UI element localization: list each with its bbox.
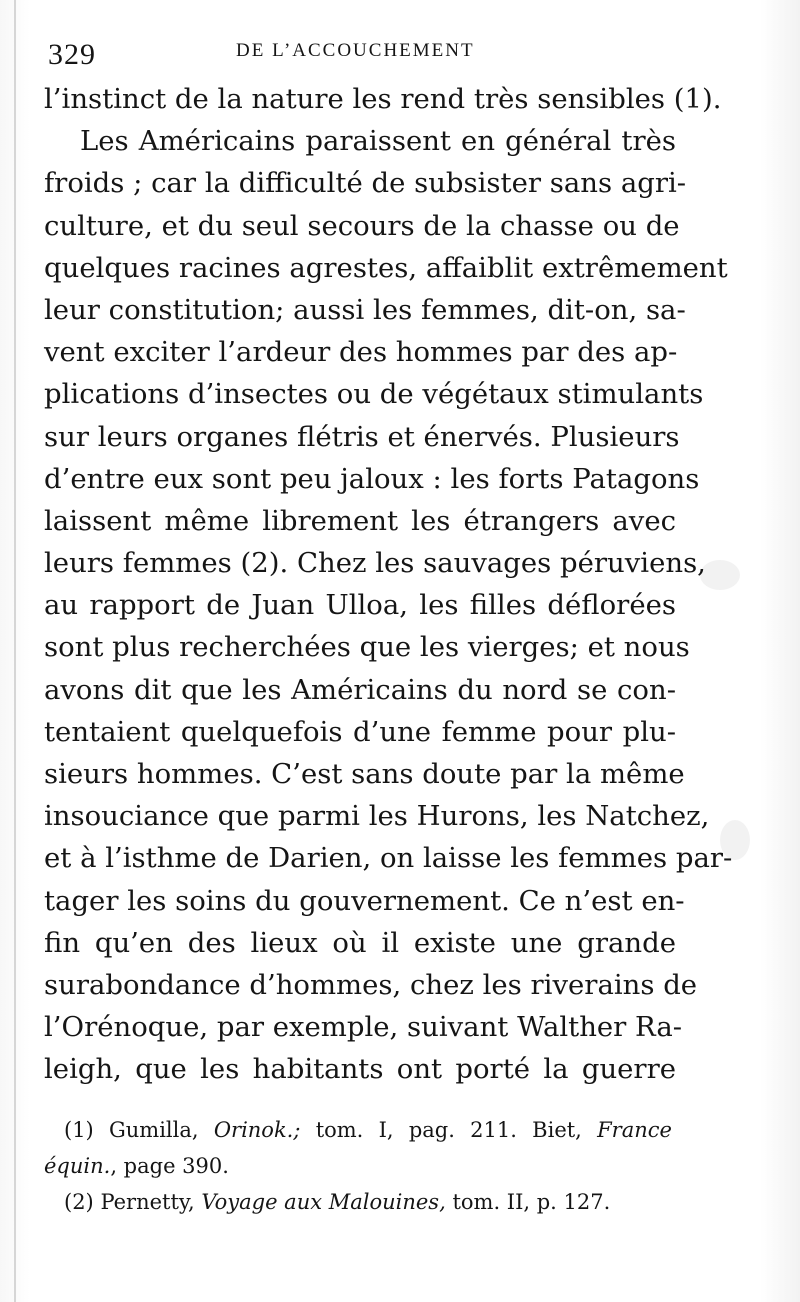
footnote-author: Gumilla, bbox=[109, 1118, 199, 1142]
text-line: insouciance que parmi les Hurons, les Natchez, bbox=[44, 800, 710, 833]
text-line: Les Américains paraissent en général très bbox=[80, 125, 676, 158]
footnote-reference: , page 390. bbox=[110, 1154, 229, 1178]
footnote-2 bbox=[44, 1184, 672, 1220]
page-header bbox=[48, 34, 688, 74]
text-line: l’Orénoque, par exemple, suivant Walther Ra- bbox=[44, 1011, 683, 1044]
text-line: au rapport de Juan Ulloa, les filles déflorées bbox=[44, 589, 676, 622]
text-line: leurs femmes (2). Chez les sauvages péruviens, bbox=[44, 547, 706, 580]
footnote-work-title: équin. bbox=[44, 1154, 111, 1178]
text-line: sont plus recherchées que les vierges; et nous bbox=[44, 631, 690, 664]
footnote-work-title: France bbox=[597, 1118, 672, 1142]
text-line: plications d’insectes ou de végétaux stimulants bbox=[44, 378, 704, 411]
footnote-work-title: Orinok.; bbox=[213, 1118, 301, 1142]
running-head: DE L’ACCOUCHEMENT bbox=[236, 40, 475, 61]
text-line: culture, et du seul secours de la chasse ou de bbox=[44, 209, 680, 242]
footnote-author: Pernetty, bbox=[100, 1190, 195, 1214]
body-text bbox=[44, 78, 733, 1091]
footnote-1 bbox=[44, 1112, 672, 1148]
text-line: leur constitution; aussi les femmes, dit-on, sa- bbox=[44, 293, 686, 326]
text-line: sur leurs organes flétris et énervés. Plusieurs bbox=[44, 420, 680, 453]
paper-stain bbox=[700, 560, 740, 590]
text-line: vent exciter l’ardeur des hommes par des ap- bbox=[44, 336, 678, 369]
page-number: 329 bbox=[48, 38, 96, 71]
footnotes bbox=[44, 1112, 672, 1220]
text-line: fin qu’en des lieux où il existe une grande bbox=[44, 926, 676, 959]
footnote-1-continued bbox=[44, 1148, 672, 1184]
text-line: laissent même librement les étrangers avec bbox=[44, 504, 676, 537]
footnote-marker: (2) bbox=[64, 1190, 94, 1214]
text-line: tentaient quelquefois d’une femme pour plu- bbox=[44, 715, 676, 748]
text-line: leigh, que les habitants ont porté la guerre bbox=[44, 1053, 676, 1086]
footnote-reference: tom. II, p. 127. bbox=[452, 1190, 611, 1214]
page-edge bbox=[14, 0, 16, 1302]
footnote-work-title: Voyage aux Malouines, bbox=[201, 1190, 446, 1214]
text-line: avons dit que les Américains du nord se con- bbox=[44, 673, 676, 706]
text-line: tager les soins du gouvernement. Ce n’est en- bbox=[44, 884, 685, 917]
text-line: et à l’isthme de Darien, on laisse les femmes par- bbox=[44, 842, 733, 875]
text-line: froids ; car la difficulté de subsister sans agri- bbox=[44, 167, 687, 200]
footnote-reference: tom. I, pag. 211. Biet, bbox=[315, 1118, 582, 1142]
text-line: quelques racines agrestes, affaiblit extrêmement bbox=[44, 251, 728, 284]
text-line: d’entre eux sont peu jaloux : les forts Patagons bbox=[44, 462, 700, 495]
footnote-marker: (1) bbox=[64, 1118, 94, 1142]
text-line: l’instinct de la nature les rend très sensibles (1). bbox=[44, 83, 722, 115]
text-line: sieurs hommes. C’est sans doute par la même bbox=[44, 758, 685, 790]
text-line: surabondance d’hommes, chez les riverains de bbox=[44, 968, 698, 1001]
